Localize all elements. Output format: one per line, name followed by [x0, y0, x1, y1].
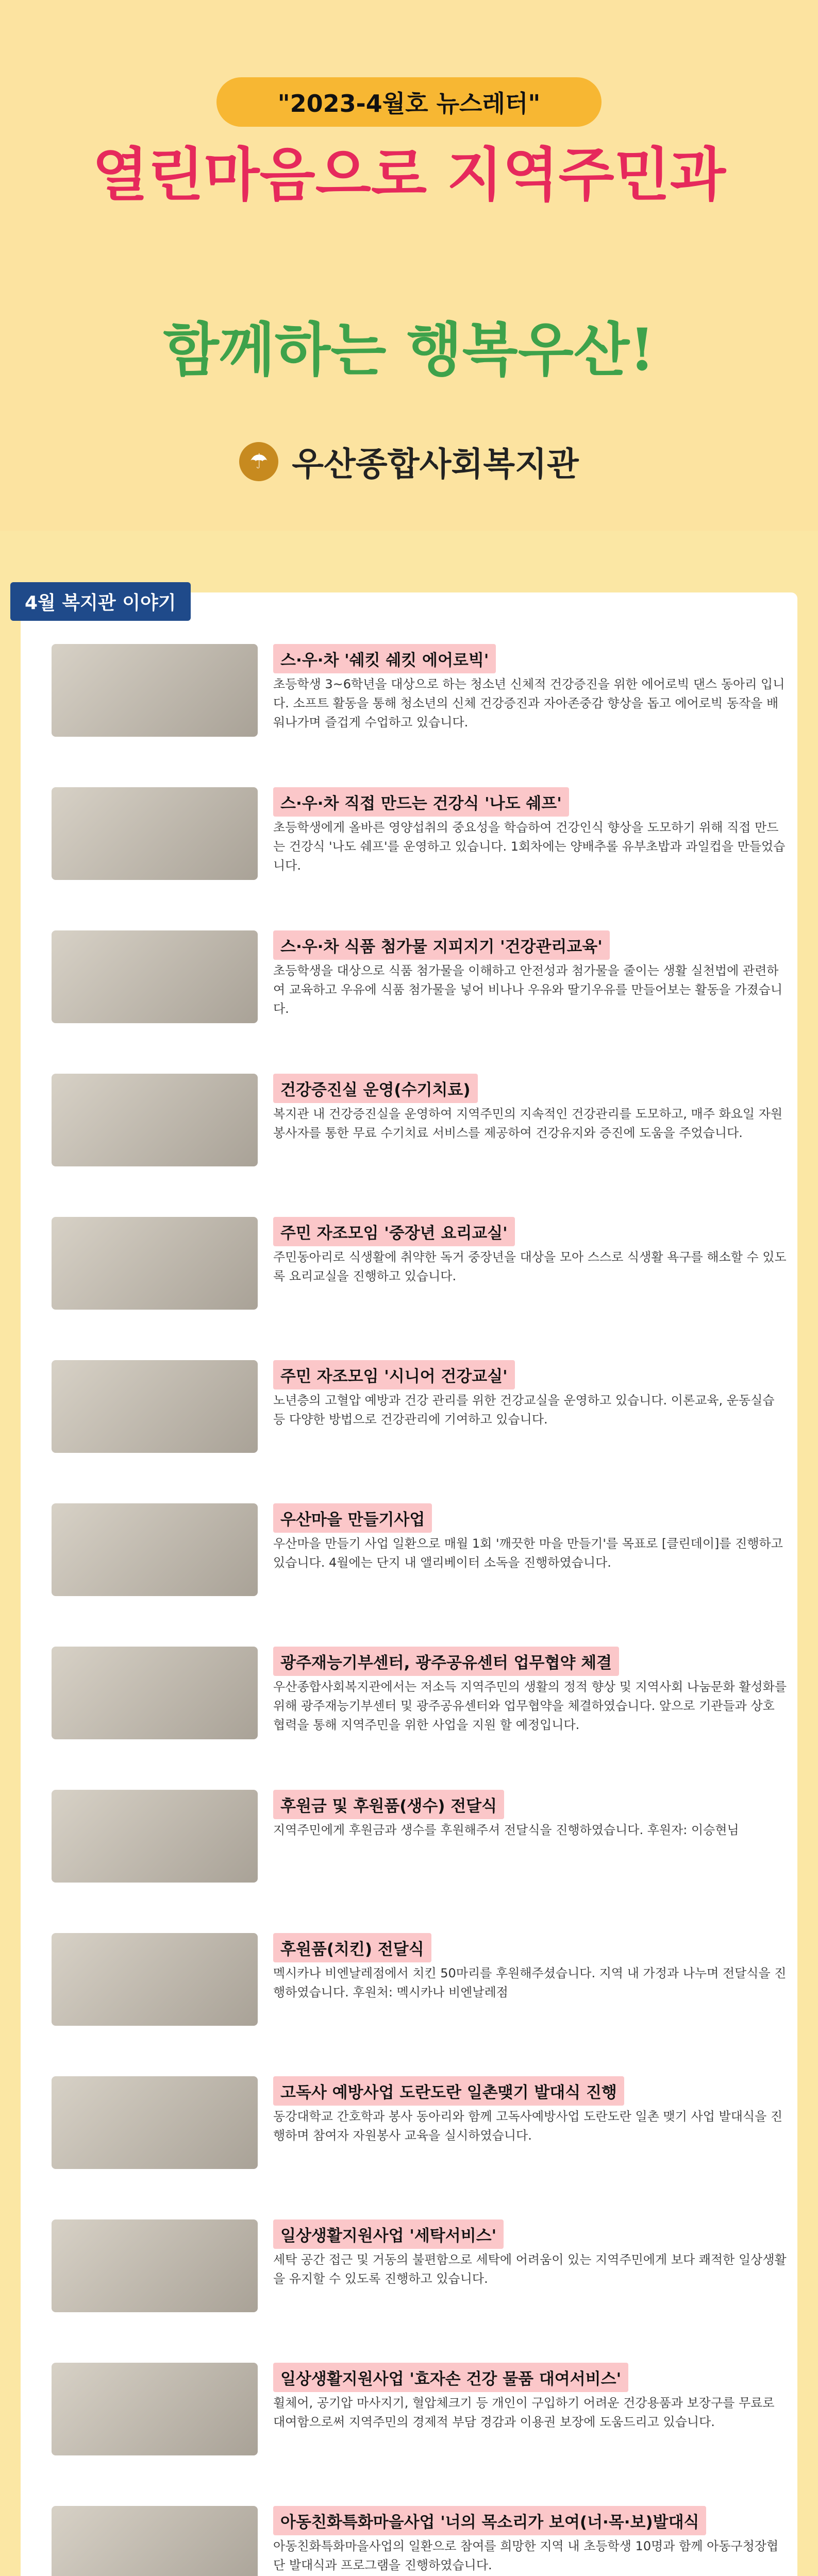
story-item	[52, 634, 789, 752]
story-photo	[52, 2506, 258, 2576]
story-title: 후원품(치킨) 전달식	[273, 1933, 431, 1962]
story-title: 일상생활지원사업 '세탁서비스'	[273, 2219, 504, 2249]
story-photo	[52, 2363, 258, 2455]
story-item	[52, 1350, 789, 1468]
story-title: 건강증진실 운영(수기치료)	[273, 1074, 478, 1103]
story-title: 아동친화특화마을사업 '너의 목소리가 보여(너·목·보)발대식	[273, 2506, 706, 2535]
story-item	[52, 1493, 789, 1612]
welfare-stories-panel	[21, 592, 797, 2576]
story-desc: 세탁 공간 접근 및 거동의 불편함으로 세탁에 어려움이 있는 지역주민에게 보다 쾌적한 일상생활을 유지할 수 있도록 진행하고 있습니다.	[273, 2252, 787, 2286]
story-title: 일상생활지원사업 '효자손 건강 물품 대여서비스'	[273, 2363, 628, 2392]
story-photo	[52, 787, 258, 880]
story-item	[52, 920, 789, 1039]
story-desc: 주민동아리로 식생활에 취약한 독거 중장년을 대상을 모아 스스로 식생활 욕구를 해소할 수 있도록 요리교실을 진행하고 있습니다.	[273, 1250, 787, 1283]
story-title: 고독사 예방사업 도란도란 일촌맺기 발대식 진행	[273, 2076, 624, 2106]
org-brand	[0, 438, 818, 485]
org-name: 우산종합사회복지관	[292, 446, 579, 484]
story-title: 후원금 및 후원품(생수) 전달식	[273, 1790, 504, 1819]
story-item	[52, 1063, 789, 1182]
story-photo	[52, 1074, 258, 1166]
story-photo	[52, 1933, 258, 2026]
story-title: 주민 자조모임 '시니어 건강교실'	[273, 1360, 515, 1389]
story-photo	[52, 1217, 258, 1310]
story-photo	[52, 1360, 258, 1453]
story-desc: 동강대학교 간호학과 봉사 동아리와 함께 고독사예방사업 도란도란 일촌 맺기 사업 발대식을 진행하며 참여자 자원봉사 교육을 실시하였습니다.	[273, 2109, 783, 2143]
story-photo	[52, 1790, 258, 1883]
story-photo	[52, 930, 258, 1023]
issue-badge: "2023-4월호 뉴스레터"	[216, 77, 602, 127]
section-tab-stories: 4월 복지관 이야기	[10, 582, 191, 621]
story-desc: 우산종합사회복지관에서는 저소득 지역주민의 생활의 정적 향상 및 지역사회 나눔문화 활성화를 위해 광주재능기부센터 및 광주공유센터와 업무협약을 체결하였습니다. 앞으로 기관들과 상호 협력을 통해 지역주민을 위한 사업을 지원 할 예정입니다.	[273, 1680, 787, 1732]
story-item	[52, 2209, 789, 2328]
story-photo	[52, 1503, 258, 1596]
story-title: 우산마을 만들기사업	[273, 1503, 432, 1533]
story-desc: 초등학생 3~6학년을 대상으로 하는 청소년 신체적 건강증진을 위한 에어로빅 댄스 동아리 입니다. 소프트 활동을 통해 청소년의 신체 건강증진과 자아존중감 향상을 돕고 에어로빅 동작을 배워나가며 즐겁게 수업하고 있습니다.	[273, 677, 785, 730]
story-item	[52, 1923, 789, 2041]
story-item	[52, 777, 789, 895]
story-desc: 아동친화특화마을사업의 일환으로 참여를 희망한 지역 내 초등학생 10명과 함께 아동구청장협단 발대식과 프로그램을 진행하였습니다.	[273, 2539, 779, 2572]
story-item	[52, 1780, 789, 1898]
story-title: 스·우·차 식품 첨가물 지피지기 '건강관리교육'	[273, 930, 610, 960]
story-photo	[52, 2076, 258, 2169]
story-desc: 멕시카나 비엔날레점에서 치킨 50마리를 후원해주셨습니다. 지역 내 가정과 나누며 전달식을 진행하였습니다. 후원처: 멕시카나 비엔날레점	[273, 1966, 787, 1999]
umbrella-logo-icon: ☂	[239, 442, 278, 481]
title-line-1: 열린마음으로 지역주민과	[92, 141, 726, 209]
story-title: 광주재능기부센터, 광주공유센터 업무협약 체결	[273, 1647, 619, 1676]
story-photo	[52, 644, 258, 737]
story-desc: 초등학생을 대상으로 식품 첨가물을 이해하고 안전성과 첨가물을 줄이는 생활 실천법에 관련하여 교육하고 우유에 식품 첨가물을 넣어 비나나 우유와 딸기우유를 만들어보는 활동을 가졌습니다.	[273, 963, 783, 1016]
story-photo	[52, 1647, 258, 1739]
story-desc: 휠체어, 공기압 마사지기, 혈압체크기 등 개인이 구입하기 어려운 건강용품과 보장구를 무료로 대여함으로써 지역주민의 경제적 부담 경감과 이용권 보장에 도움드리고 있습니다.	[273, 2396, 775, 2429]
story-desc: 지역주민에게 후원금과 생수를 후원해주셔 전달식을 진행하였습니다. 후원자: 이승현님	[273, 1823, 739, 1837]
story-title: 주민 자조모임 '중장년 요리교실'	[273, 1217, 515, 1246]
story-title: 스·우·차 '쉐킷 쉐킷 에어로빅'	[273, 644, 496, 673]
story-item	[52, 2496, 789, 2576]
story-desc: 우산마을 만들기 사업 일환으로 매월 1회 '깨끗한 마을 만들기'를 목표로 [클린데이]를 진행하고 있습니다. 4월에는 단지 내 앨리베이터 소독을 진행하였습니다.	[273, 1536, 783, 1570]
header	[0, 0, 818, 531]
story-item	[52, 1207, 789, 1325]
story-item	[52, 2066, 789, 2184]
story-desc: 복지관 내 건강증진실을 운영하여 지역주민의 지속적인 건강관리를 도모하고, 매주 화요일 자원봉사자를 통한 무료 수기치료 서비스를 제공하여 건강유지와 증진에 도움을 주었습니다.	[273, 1107, 783, 1140]
story-desc: 노년층의 고혈압 예방과 건강 관리를 위한 건강교실을 운영하고 있습니다. 이론교육, 운동실습 등 다양한 방법으로 건강관리에 기여하고 있습니다.	[273, 1393, 775, 1427]
story-photo	[52, 2219, 258, 2312]
story-desc: 초등학생에게 올바른 영양섭취의 중요성을 학습하여 건강인식 향상을 도모하기 위해 직접 만드는 건강식 '나도 쉐프'를 운영하고 있습니다. 1회차에는 양배추롤 유부초밥과 과일컵을 만들었습니다.	[273, 820, 786, 873]
story-item	[52, 1636, 789, 1755]
story-item	[52, 2352, 789, 2471]
story-title: 스·우·차 직접 만드는 건강식 '나도 쉐프'	[273, 787, 569, 817]
title-line-2: 함께하는 행복우산!	[163, 316, 655, 384]
